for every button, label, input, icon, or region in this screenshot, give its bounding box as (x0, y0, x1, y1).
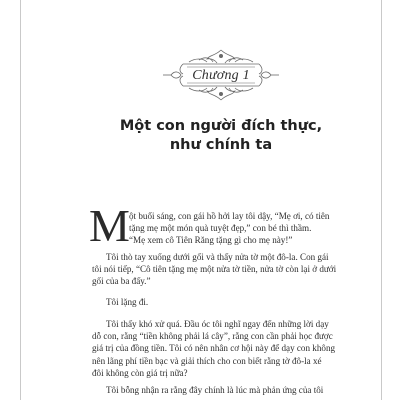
paragraph-line: Tôi thấy khó xử quá. Đầu óc tôi nghĩ ngay đến những lời dạy (106, 319, 329, 329)
first-paragraph-line: tặng mẹ một món quà tuyệt đẹp,” con bé thì thầm. (129, 223, 312, 234)
paragraph-line: đôi không còn giá trị nữa? (92, 367, 188, 378)
book-page (20, 0, 382, 400)
drop-cap: M (89, 200, 130, 251)
chapter-heading (183, 64, 259, 88)
paragraph-line: gối của ba đấy.” (92, 276, 151, 287)
chapter-title-line-1: Một con người đích thực, (119, 118, 323, 134)
paragraph (92, 296, 359, 308)
paragraph-line: Tôi bỗng nhận ra rằng đây chính là lúc mà phản ứng của tôi (106, 385, 324, 395)
paragraph-line: Tôi thò tay xuống dưới gối và thấy nửa tờ một đô-la. Con gái (106, 252, 329, 262)
paragraph-line: tôi nói tiếp, “Cô tiên tặng mẹ một nửa tờ tiền, nửa tờ còn lại ở dưới (92, 264, 337, 275)
paragraph (92, 384, 359, 396)
paragraph-line: dỗ con, rằng “tiền không phải lá cây”, rằng con cần phải học được (92, 331, 333, 342)
chapter-label: Chương 1 (192, 68, 250, 83)
paragraph-line: nên lãng phí tiền bạc và giải thích cho con biết rằng tờ đô-la xé (92, 355, 322, 366)
paragraph-line: Tôi lặng đi. (106, 297, 149, 307)
first-paragraph (129, 210, 329, 247)
paragraph (92, 251, 359, 288)
chapter-title-line-2: như chính ta (169, 137, 273, 153)
first-paragraph-line: ột buổi sáng, con gái hồ hởi lay tôi dậy, “Mẹ ơi, có tiên (129, 211, 330, 221)
paragraph-line: giá trị của đồng tiền. Tôi có nên nhân cơ hội này để dạy con không (92, 343, 336, 354)
first-paragraph-line: “Mẹ xem cô Tiên Răng tặng gì cho mẹ này!” (129, 235, 293, 246)
paragraph (92, 318, 359, 379)
